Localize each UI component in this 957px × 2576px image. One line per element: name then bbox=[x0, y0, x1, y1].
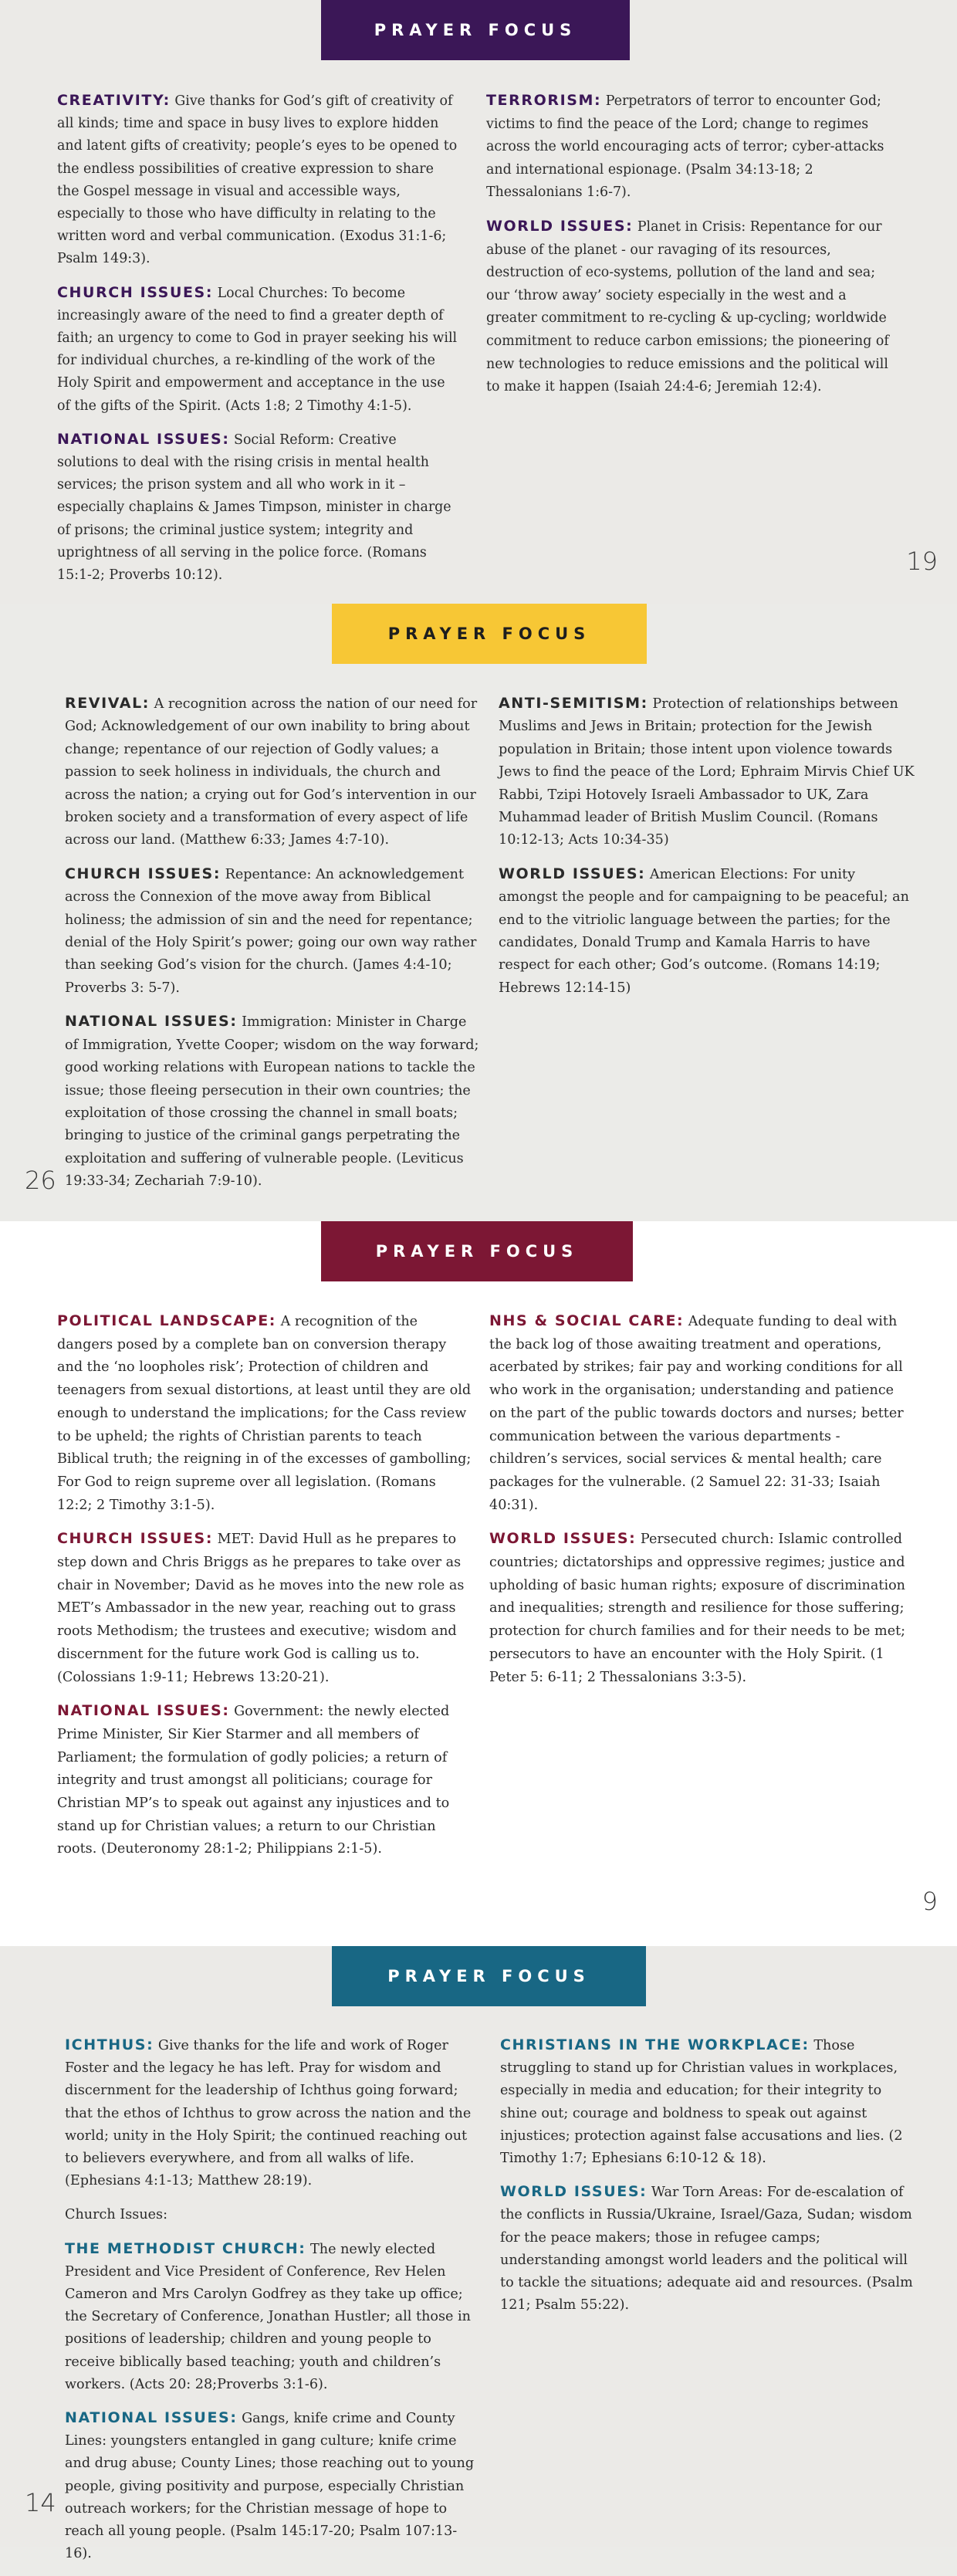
page-number: 14 bbox=[25, 2488, 56, 2517]
section-national-issues: NATIONAL ISSUES: Gangs, knife crime and County Lines: youngsters entangled in gang culture; knife crime and drug abuse; County Lines; those reaching out to young people, giving positivity and purpose, especially Christian outreach workers; for the Christian message of hope to reach all young people. (Psalm 145:17-20; Psalm 107:13-16). bbox=[65, 2409, 475, 2562]
left-column bbox=[65, 692, 482, 1204]
prayer-page-19 bbox=[0, 0, 957, 604]
section-national-issues: NATIONAL ISSUES: Government: the newly elected Prime Minister, Sir Kier Starmer and all members of Parliament; the formulation of godly policies; a return of integrity and trust amongst all politicians; courage for Christian MP’s to speak out against any injustices and to stand up for Christian values; a return to our Christian roots. (Deuteronomy 28:1-2; Philippians 2:1-5). bbox=[57, 1702, 450, 1857]
section-ichthus: ICHTHUS: Give thanks for the life and work of Roger Foster and the legacy he has left. Pray for wisdom and discernment for the leadership of Ichthus going forward; that the ethos of Ichthus to grow across the nation and the world; unity in the Holy Spirit; the continued reaching out to believers everywhere, and from all walks of life. (Ephesians 4:1-13; Matthew 28:19). bbox=[65, 2036, 472, 2189]
prayer-focus-banner: PRAYER FOCUS bbox=[332, 1946, 646, 2006]
prayer-page-26 bbox=[0, 604, 957, 1221]
section-nhs-social-care: NHS & SOCIAL CARE: Adequate funding to deal with the back log of those awaiting treatment and operations, acerbated by strikes; fair pay and working conditions for all who work in the organisation; understanding and patience on the part of the public towards doctors and nurses; better communication between the various departments - children’s services, social services & mental health; care packages for the vulnerable. (2 Samuel 22: 31-33; Isaiah 40:31). bbox=[489, 1312, 904, 1513]
section-national-issues: NATIONAL ISSUES: Social Reform: Creative solutions to deal with the rising crisis in mental health services; the prison system and all who work in it – especially chaplains & James Timpson, minister in charge of prisons; the criminal justice system; integrity and uprightness of all serving in the police force. (Romans 15:1-2; Proverbs 10:12). bbox=[57, 430, 451, 584]
right-column bbox=[486, 90, 898, 410]
left-column bbox=[57, 1310, 474, 1872]
left-column bbox=[57, 90, 458, 597]
prayer-focus-banner: PRAYER FOCUS bbox=[321, 0, 630, 60]
section-church-issues: CHURCH ISSUES: Local Churches: To become increasingly aware of the need to find a greater depth of faith; an urgency to come to God in prayer seeking his will for individual churches, a re-kindling of the work of the Holy Spirit and empowerment and acceptance in the use of the gifts of the Spirit. (Acts 1:8; 2 Timothy 4:1-5). bbox=[57, 283, 458, 414]
prayer-page-9 bbox=[0, 1221, 957, 1946]
section-creativity: CREATIVITY: Give thanks for God’s gift of creativity of all kinds; time and space in busy lives to explore hidden and latent gifts of creativity; people’s eyes to be opened to the endless possibilities of creative expression to share the Gospel message in visual and accessible ways, especially to those who have difficulty in relating to the written word and verbal communication. (Exodus 31:1-6; Psalm 149:3). bbox=[57, 92, 458, 267]
section-revival: REVIVAL: A recognition across the nation of our need for God; Acknowledgement of our own inability to bring about change; repentance of our rejection of Godly values; a passion to seek holiness in individuals, the church and across the nation; a crying out for God’s intervention in our broken society and a transformation of every aspect of life across our land. (Matthew 6:33; James 4:7-10). bbox=[65, 695, 478, 848]
prayer-page-14 bbox=[0, 1946, 957, 2562]
section-national-issues: NATIONAL ISSUES: Immigration: Minister in Charge of Immigration, Yvette Cooper; wisdom on the way forward; good working relations with European nations to tackle the issue; those fleeing persecution in their own countries; the exploitation of those crossing the channel in small boats; bringing to justice of the criminal gangs perpetrating the exploitation and suffering of vulnerable people. (Leviticus 19:33-34; Zechariah 7:9-10). bbox=[65, 1013, 479, 1190]
section-political-landscape: POLITICAL LANDSCAPE: A recognition of the dangers posed by a complete ban on conversion therapy and the ‘no loopholes risk’; Protection of children and teenagers from sexual distortions, at least until they are old enough to understand the implications; for the Cass review to be upheld; the rights of Christian parents to teach Biblical truth; the reigning in of the excesses of gambolling; For God to reign supreme over all legislation. (Romans 12:2; 2 Timothy 3:1-5). bbox=[57, 1312, 472, 1513]
prayer-focus-banner: PRAYER FOCUS bbox=[332, 604, 647, 664]
section-world-issues: WORLD ISSUES: War Torn Areas: For de-escalation of the conflicts in Russia/Ukraine, Israel/Gaza, Sudan; wisdom for the peace makers; those in refugee camps; understanding amongst world leaders and the political will to tackle the situations; adequate aid and resources. (Psalm 121; Psalm 55:22). bbox=[500, 2183, 913, 2314]
right-column bbox=[499, 692, 915, 1010]
section-church-issues: CHURCH ISSUES: MET: David Hull as he prepares to step down and Chris Briggs as he prepares to take over as chair in November; David as he moves into the new role as MET’s Ambassador in the new year, reaching out to grass roots Methodism; the trustees and executive; wisdom and discernment for the future work God is calling us to. (Colossians 1:9-11; Hebrews 13:20-21). bbox=[57, 1530, 465, 1685]
page-number: 26 bbox=[25, 1166, 56, 1195]
page-number: 19 bbox=[906, 547, 938, 576]
section-world-issues: WORLD ISSUES: Planet in Crisis: Repentance for our abuse of the planet - our ravaging of its resources, destruction of eco-systems, pollution of the land and sea; our ‘throw away’ society especially in the west and a greater commitment to re-cycling & up-cycling; worldwide commitment to reduce carbon emissions; the pioneering of new technologies to reduce emissions and the political will to make it happen (Isaiah 24:4-6; Jeremiah 12:4). bbox=[486, 217, 889, 395]
section-church-issues: CHURCH ISSUES: Repentance: An acknowledgement across the Connexion of the move away from Biblical holiness; the admission of sin and the need for repentance; denial of the Holy Spirit’s power; going our own way rather than seeking God’s vision for the church. (James 4:4-10; Proverbs 3: 5-7). bbox=[65, 865, 477, 996]
section-world-issues: WORLD ISSUES: Persecuted church: Islamic controlled countries; dictatorships and oppressive regimes; justice and upholding of basic human rights; exposure of discrimination and inequalities; strength and resilience for those suffering; protection for church families and for their needs to be met; persecutors to have an encounter with the Holy Spirit. (1 Peter 5: 6-11; 2 Thessalonians 3:3-5). bbox=[489, 1530, 906, 1685]
page-number: 9 bbox=[921, 1887, 938, 1916]
section-world-issues: WORLD ISSUES: American Elections: For unity amongst the people and for campaigning to be peaceful; an end to the vitriolic language between the parties; for the candidates, Donald Trump and Kamala Harris to have respect for each other; God’s outcome. (Romans 14:19; Hebrews 12:14-15) bbox=[499, 865, 909, 996]
section-christians-in-workplace: CHRISTIANS IN THE WORKPLACE: Those struggling to stand up for Christian values in workplaces, especially in media and education; for their integrity to shine out; courage and boldness to speak out against injustices; protection against false accusations and lies. (2 Timothy 1:7; Ephesians 6:10-12 & 18). bbox=[500, 2036, 903, 2167]
section-anti-semitism: ANTI-SEMITISM: Protection of relationships between Muslims and Jews in Britain; protection for the Jewish population in Britain; those intent upon violence towards Jews to find the peace of the Lord; Ephraim Mirvis Chief UK Rabbi, Tzipi Hotovely Israeli Ambassador to UK, Zara Muhammad leader of British Muslim Council. (Romans 10:12-13; Acts 10:34-35) bbox=[499, 695, 915, 848]
section-church-issues-label: Church Issues: bbox=[65, 2207, 168, 2223]
section-methodist-church: THE METHODIST CHURCH: The newly elected President and Vice President of Conference, Rev Helen Cameron and Mrs Carolyn Godfrey as they take up office; the Secretary of Conference, Jonathan Hustler; all those in positions of leadership; children and young people to receive biblically based teaching; youth and children’s workers. (Acts 20: 28;Proverbs 3:1-6). bbox=[65, 2239, 471, 2392]
section-terrorism: TERRORISM: Perpetrators of terror to encounter God; victims to find the peace of the Lord; change to regimes across the world encouraging acts of terror; cyber-attacks and international espionage. (Psalm 34:13-18; 2 Thessalonians 1:6-7). bbox=[486, 92, 884, 201]
prayer-focus-banner: PRAYER FOCUS bbox=[321, 1221, 633, 1281]
right-column bbox=[500, 2034, 917, 2327]
right-column bbox=[489, 1310, 906, 1700]
left-column bbox=[65, 2034, 482, 2576]
